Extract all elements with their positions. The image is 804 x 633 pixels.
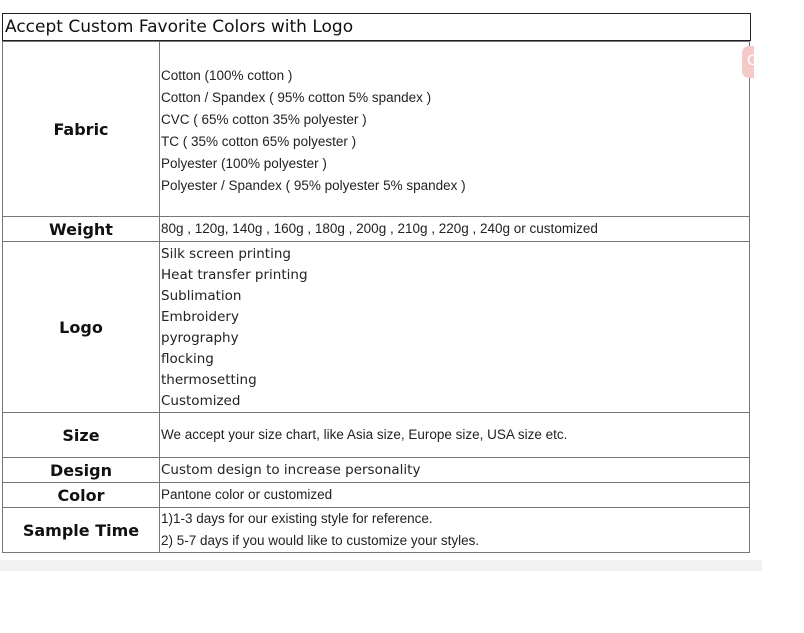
size-value-cell xyxy=(160,413,750,458)
size-label: Size xyxy=(3,413,160,458)
table-row-weight xyxy=(3,217,750,242)
logo-line: Silk screen printing xyxy=(161,246,291,262)
design-value: Custom design to increase personality xyxy=(161,461,421,478)
side-floating-tab[interactable] xyxy=(742,46,758,78)
design-label: Design xyxy=(3,458,160,483)
logo-label: Logo xyxy=(3,242,160,413)
logo-line: pyrography xyxy=(161,330,239,346)
sample-time-line: 1)1-3 days for our existing style for reference. xyxy=(161,511,433,526)
sample-time-line: 2) 5-7 days if you would like to customize your styles. xyxy=(161,533,480,548)
color-value-cell xyxy=(160,483,750,508)
color-value: Pantone color or customized xyxy=(161,487,333,502)
weight-label: Weight xyxy=(3,217,160,242)
sample-time-value xyxy=(160,508,750,553)
logo-line: flocking xyxy=(161,351,214,367)
side-tab-icon: G xyxy=(747,53,758,69)
logo-line: Heat transfer printing xyxy=(161,267,308,283)
bottom-divider-strip xyxy=(0,560,762,571)
table-row-fabric xyxy=(3,42,750,217)
fabric-value xyxy=(160,42,750,217)
table-row-sample-time xyxy=(3,508,750,553)
color-label: Color xyxy=(3,483,160,508)
fabric-line: Cotton / Spandex ( 95% cotton 5% spandex ) xyxy=(161,90,432,105)
logo-line: Customized xyxy=(161,393,241,409)
fabric-line: Cotton (100% cotton ) xyxy=(161,68,293,83)
size-value: We accept your size chart, like Asia size, Europe size, USA size etc. xyxy=(161,427,568,442)
design-value-cell xyxy=(160,458,750,483)
logo-value xyxy=(160,242,750,413)
table-row-size xyxy=(3,413,750,458)
fabric-line: Polyester / Spandex ( 95% polyester 5% spandex ) xyxy=(161,178,466,193)
fabric-label: Fabric xyxy=(3,42,160,217)
logo-line: Sublimation xyxy=(161,288,242,304)
fabric-line: CVC ( 65% cotton 35% polyester ) xyxy=(161,112,367,127)
spec-table xyxy=(2,41,750,553)
table-row-design xyxy=(3,458,750,483)
fabric-line: Polyester (100% polyester ) xyxy=(161,156,327,171)
page-title: Accept Custom Favorite Colors with Logo xyxy=(2,13,751,41)
fabric-line: TC ( 35% cotton 65% polyester ) xyxy=(161,134,357,149)
table-row-logo xyxy=(3,242,750,413)
logo-line: thermosetting xyxy=(161,372,257,388)
sample-time-label: Sample Time xyxy=(3,508,160,553)
weight-value-cell xyxy=(160,217,750,242)
weight-value: 80g , 120g, 140g , 160g , 180g , 200g , 210g , 220g , 240g or customized xyxy=(161,221,598,236)
table-row-color xyxy=(3,483,750,508)
logo-line: Embroidery xyxy=(161,309,239,325)
